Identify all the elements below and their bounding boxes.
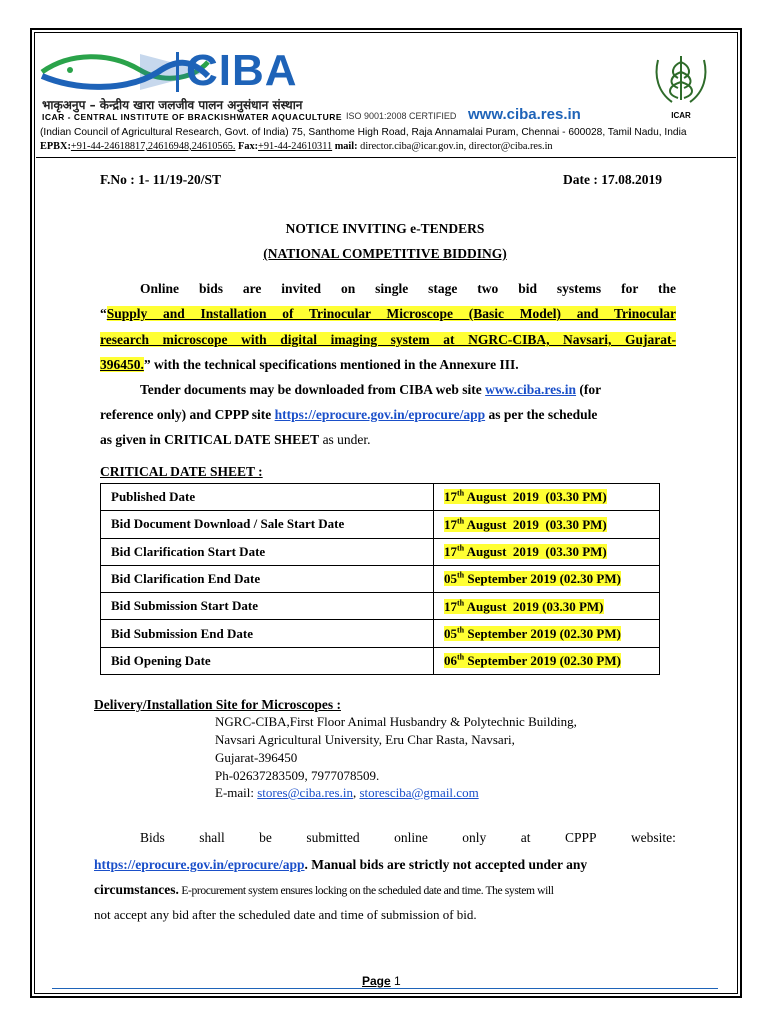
submission-word: website: [630, 830, 676, 845]
ciba-logo-text: CIBA [186, 46, 298, 95]
critical-date-row [101, 484, 660, 511]
critical-date-label: Bid Clarification End Date [101, 565, 434, 592]
logo-divider [176, 52, 179, 92]
para1-line3 [100, 331, 676, 349]
tender-subject-highlight: Supply and Installation of Trinocular Microscope (Basic Model) and Trinocular [106, 306, 676, 321]
notice-title: NOTICE INVITING e-TENDERS [285, 221, 485, 236]
critical-date-label: Bid Clarification Start Date [101, 538, 434, 565]
delivery-phone: Ph-02637283509, 7977078509. [215, 768, 380, 783]
submission-word: only [462, 830, 487, 845]
epbx-label: EPBX: [40, 141, 71, 152]
mail-label: mail: [334, 141, 358, 152]
critical-date-table [100, 483, 660, 675]
ciba-website-link[interactable]: www.ciba.res.in [485, 382, 577, 397]
para2-line2: reference only) and CPPP site https://eprocure.gov.in/eprocure/app as per the schedule [100, 407, 598, 422]
critical-date-row [101, 593, 660, 620]
critical-date-row [101, 511, 660, 538]
critical-date-label: Bid Opening Date [101, 647, 434, 674]
fax-value: +91-44-24610311 [258, 141, 333, 152]
critical-date-row [101, 565, 660, 592]
website-text: www.ciba.res.in [468, 106, 581, 123]
submission-word: CPPP [564, 830, 597, 845]
institute-name-hindi: भाकृअनुप – केन्द्रीय खारा जलजीव पालन अनुसंधान संस्थान [42, 98, 303, 112]
critical-date-value: 06th September 2019 (02.30 PM) [434, 647, 660, 674]
critical-date-sheet-title: CRITICAL DATE SHEET : [100, 464, 263, 479]
para2-line1: Tender documents may be downloaded from CIBA web site www.ciba.res.in (for [140, 382, 602, 397]
critical-date-value: 17th August 2019 (03.30 PM) [434, 511, 660, 538]
delivery-address-line: NGRC-CIBA,First Floor Animal Husbandry & Polytechnic Building, [215, 714, 577, 729]
submission-line2: https://eprocure.gov.in/eprocure/app. Manual bids are strictly not accepted under any [94, 857, 588, 872]
cppp-submission-link[interactable]: https://eprocure.gov.in/eprocure/app [94, 857, 305, 872]
para1-line4: 396450.” with the technical specifications mentioned in the Annexure III. [100, 357, 519, 372]
submission-word: submitted [306, 830, 360, 845]
submission-word: shall [199, 830, 225, 845]
submission-word: be [259, 830, 272, 845]
tender-subject-highlight: 396450. [100, 357, 144, 372]
submission-word: online [394, 830, 428, 845]
notice-subtitle: (NATIONAL COMPETITIVE BIDDING) [263, 246, 507, 261]
critical-date-label: Bid Document Download / Sale Start Date [101, 511, 434, 538]
tender-subject-highlight: research microscope with digital imaging system at NGRC-CIBA, Navsari, Gujarat- [100, 332, 676, 347]
header-divider [36, 157, 736, 158]
para2-line3: as given in CRITICAL DATE SHEET as under. [100, 432, 371, 447]
critical-date-label: Bid Submission End Date [101, 620, 434, 647]
critical-date-value: 17th August 2019 (03.30 PM) [434, 484, 660, 511]
storesciba-email-link[interactable]: storesciba@gmail.com [359, 785, 479, 800]
critical-date-value: 17th August 2019 (03.30 PM) [434, 538, 660, 565]
fax-label: Fax: [238, 141, 259, 152]
critical-date-row [101, 620, 660, 647]
submission-word: at [520, 830, 531, 845]
critical-date-row [101, 538, 660, 565]
critical-date-value: 05th September 2019 (02.30 PM) [434, 620, 660, 647]
critical-date-label: Published Date [101, 484, 434, 511]
epbx-value: +91-44-24618817,24616948,24610565. [70, 141, 236, 152]
page-number: Page 1 [362, 974, 401, 988]
delivery-email: E-mail: stores@ciba.res.in, storesciba@gmail.com [215, 785, 479, 800]
submission-word: Bids [140, 830, 165, 845]
submission-line1 [100, 830, 676, 846]
critical-date-value: 17th August 2019 (03.30 PM) [434, 593, 660, 620]
emblem-caption: ICAR [671, 111, 691, 120]
critical-date-row [101, 647, 660, 674]
notice-date: Date : 17.08.2019 [563, 172, 662, 187]
file-number: F.No : 1- 11/19-20/ST [100, 172, 222, 187]
delivery-address-line: Gujarat-396450 [215, 750, 298, 765]
submission-line3: circumstances. E-procurement system ensures locking on the scheduled date and time. The system will [94, 882, 554, 897]
icar-emblem-icon [652, 52, 710, 120]
institute-name-english: ICAR - CENTRAL INSTITUTE OF BRACKISHWATER AQUACULTURE [42, 112, 343, 122]
contact-line [40, 141, 553, 152]
delivery-address-line: Navsari Agricultural University, Eru Char Rasta, Navsari, [215, 732, 515, 747]
critical-date-label: Bid Submission Start Date [101, 593, 434, 620]
para1-line2: “Supply and Installation of Trinocular Microscope (Basic Model) and Trinocular [100, 306, 676, 321]
iso-certification: ISO 9001:2008 CERTIFIED [346, 111, 457, 121]
submission-line4: not accept any bid after the scheduled date and time of submission of bid. [94, 907, 477, 922]
cppp-link[interactable]: https://eprocure.gov.in/eprocure/app [274, 407, 486, 422]
stores-email-link[interactable]: stores@ciba.res.in [257, 785, 353, 800]
para1-line1: Online bids are invited on single stage two bid systems for the [140, 281, 676, 296]
critical-date-value: 05th September 2019 (02.30 PM) [434, 565, 660, 592]
delivery-title: Delivery/Installation Site for Microscopes : [94, 697, 341, 712]
mail-value: director.ciba@icar.gov.in, director@ciba.res.in [360, 141, 553, 152]
institute-address: (Indian Council of Agricultural Research, Govt. of India) 75, Santhome High Road, Raja Annamalai Puram, Chennai - 600028, Tamil Nadu, India [40, 127, 687, 138]
footer-rule [52, 988, 718, 989]
